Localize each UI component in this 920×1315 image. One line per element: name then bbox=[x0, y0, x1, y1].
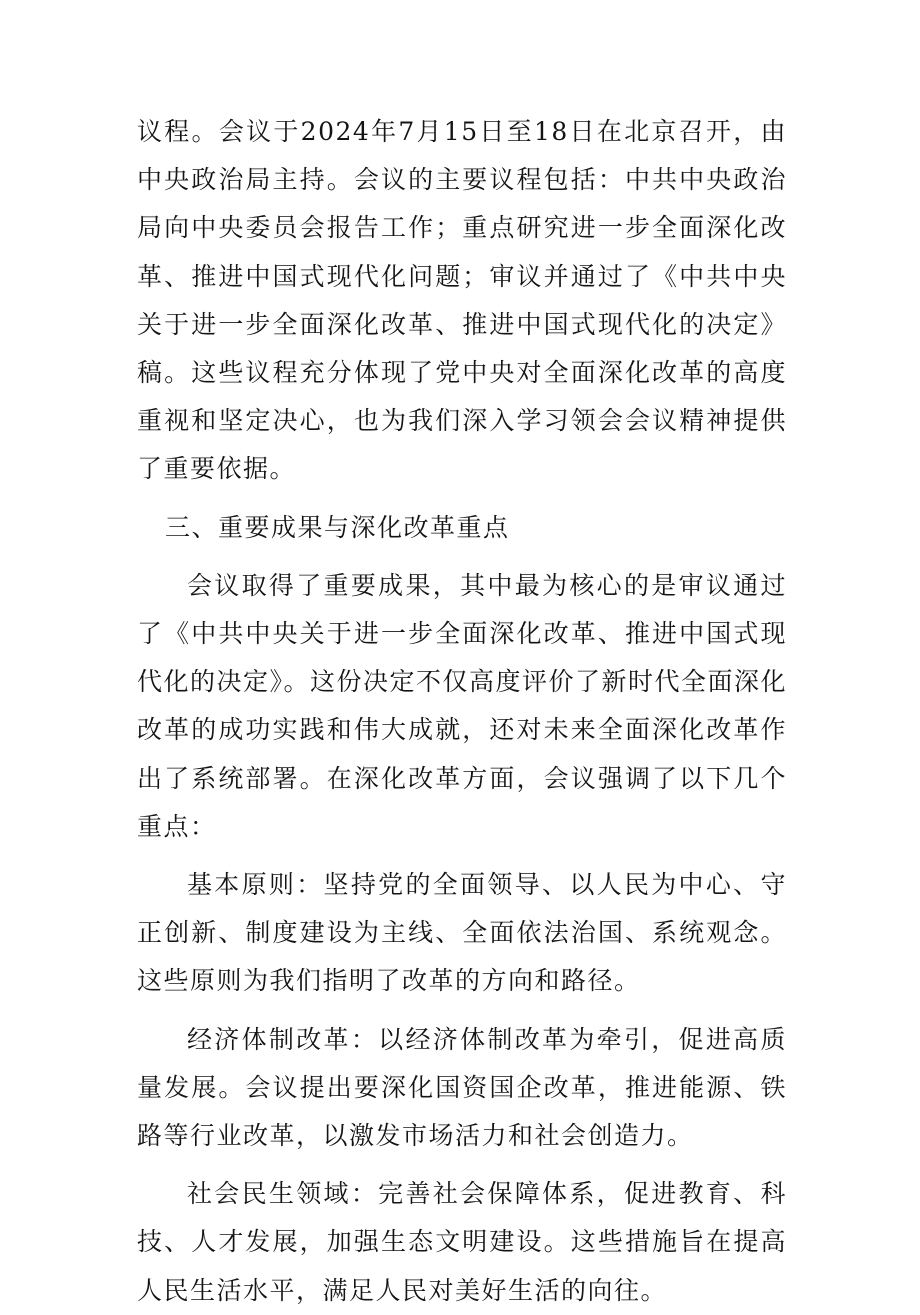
paragraph-achievements: 会议取得了重要成果，其中最为核心的是审议通过了《中共中央关于进一步全面深化改革、推进中国式现代化的决定》。这份决定不仅高度评价了新时代全面深化改革的成功实践和伟大成就，还对未来全面深化改革作出了系统部署。在深化改革方面，会议强调了以下几个重点： bbox=[137, 570, 788, 841]
document-body bbox=[137, 108, 787, 1315]
paragraph-social-livelihood: 社会民生领域：完善社会保障体系，促进教育、科技、人才发展，加强生态文明建设。这些措施旨在提高人民生活水平，满足人民对美好生活的向往。 bbox=[137, 1179, 787, 1305]
paragraph-economic-reform: 经济体制改革：以经济体制改革为牵引，促进高质量发展。会议提出要深化国资国企改革，推进能源、铁路等行业改革，以激发市场活力和社会创造力。 bbox=[137, 1024, 787, 1151]
paragraph-basic-principles: 基本原则：坚持党的全面领导、以人民为中心、守正创新、制度建设为主线、全面依法治国、系统观念。这些原则为我们指明了改革的方向和路径。 bbox=[137, 870, 787, 996]
paragraph-agenda: 议程。会议于2024年7月15日至18日在北京召开，由中央政治局主持。会议的主要议程包括：中共中央政治局向中央委员会报告工作；重点研究进一步全面深化改革、推进中国式现代化问题；审议并通过了《中共中央关于进一步全面深化改革、推进中国式现代化的决定》稿。这些议程充分体现了党中央对全面深化改革的高度重视和坚定决心，也为我们深入学习领会会议精神提供了重要依据。 bbox=[137, 117, 787, 484]
section-heading: 三、重要成果与深化改革重点 bbox=[165, 512, 510, 542]
